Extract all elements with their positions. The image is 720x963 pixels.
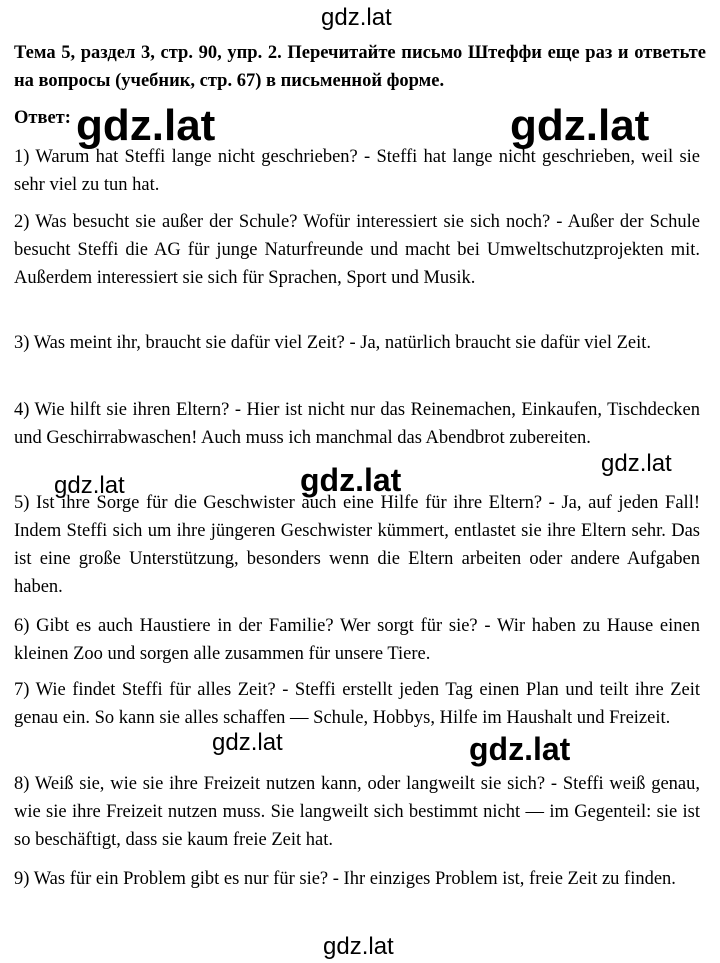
watermark-right-lower: gdz.lat: [469, 731, 571, 767]
watermark-left-big: gdz.lat: [76, 101, 216, 150]
answer-item-7: 7) Wie findet Steffi für alles Zeit? - Steffi erstellt jeden Tag einen Plan und teilt ihre Zeit genau ein. So kann sie alles schaffen — Schule, Hobbys, Hilfe im Haushalt und Freizeit.: [14, 680, 700, 728]
answer-item-9: 9) Was für ein Problem gibt es nur für sie? - Ihr einziges Problem ist, freie Zeit zu finden.: [14, 869, 676, 889]
watermark-right-big: gdz.lat: [510, 101, 650, 150]
watermark-right-small: gdz.lat: [601, 450, 672, 477]
answer-label: Ответ:: [14, 108, 71, 128]
answer-item-2: 2) Was besucht sie außer der Schule? Wofür interessiert sie sich noch? - Außer der Schule besucht Steffi die AG für junge Naturfreunde und macht bei Umweltschutzprojekten mit. Außerdem interessiert sie sich für Sprachen, Sport und Musik.: [14, 212, 700, 288]
watermark-left-lower: gdz.lat: [212, 729, 283, 756]
answer-item-5: 5) Ist ihre Sorge für die Geschwister auch eine Hilfe für ihre Eltern? - Ja, auf jeden Fall! Indem Steffi sich um ihre jüngeren Geschwister kümmert, entlastet sie ihre Eltern sehr. Das ist eine große Unterstützung, besonders wenn die Eltern arbeiten oder andere Aufgaben haben.: [14, 493, 700, 597]
exercise-heading: Тема 5, раздел 3, стр. 90, упр. 2. Перечитайте письмо Штеффи еще раз и ответьте на вопросы (учебник, стр. 67) в письменной форме.: [14, 43, 706, 91]
answer-item-3: 3) Was meint ihr, braucht sie dafür viel Zeit? - Ja, natürlich braucht sie dafür viel Zeit.: [14, 333, 651, 353]
answer-item-4: 4) Wie hilft sie ihren Eltern? - Hier ist nicht nur das Reinemachen, Einkaufen, Tischdecken und Geschirrabwaschen! Auch muss ich manchmal das Abendbrot zubereiten.: [14, 400, 700, 448]
watermark-top: gdz.lat: [321, 4, 392, 31]
watermark-bottom: gdz.lat: [323, 933, 394, 960]
watermark-left-small: gdz.lat: [54, 472, 125, 499]
answer-item-1: 1) Warum hat Steffi lange nicht geschrieben? - Steffi hat lange nicht geschrieben, weil sie sehr viel zu tun hat.: [14, 147, 700, 195]
watermark-center: gdz.lat: [300, 462, 402, 498]
answer-item-6: 6) Gibt es auch Haustiere in der Familie? Wer sorgt für sie? - Wir haben zu Hause einen kleinen Zoo und sorgen alle zusammen für unsere Tiere.: [14, 616, 700, 664]
answer-item-8: 8) Weiß sie, wie sie ihre Freizeit nutzen kann, oder langweilt sie sich? - Steffi weiß genau, wie sie ihre Freizeit nutzen muss. Sie langweilt sich bestimmt nicht — im Gegenteil: sie ist so beschäftigt, dass sie kaum freie Zeit hat.: [14, 774, 700, 850]
